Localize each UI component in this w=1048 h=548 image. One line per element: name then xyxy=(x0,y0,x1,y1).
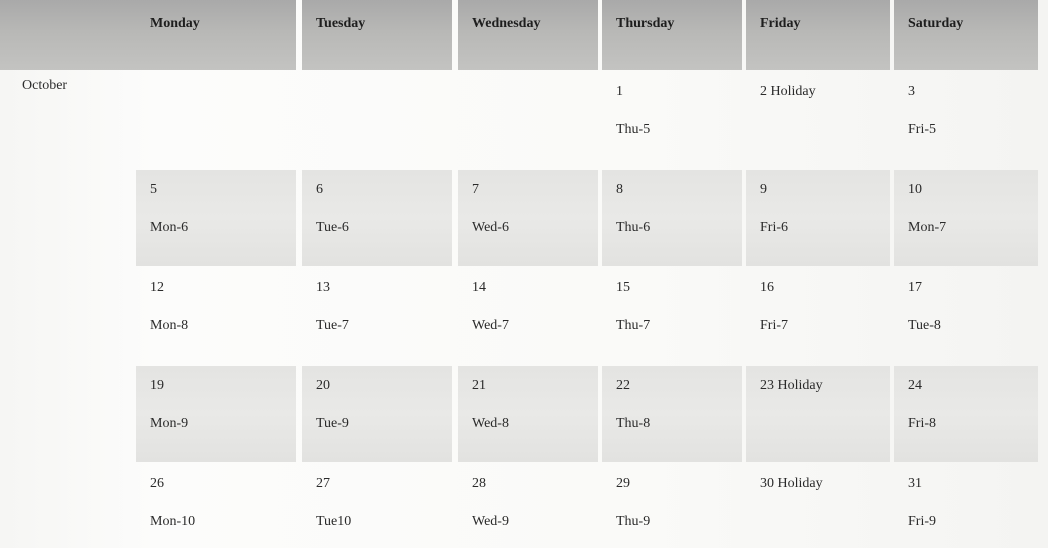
day-number: 23 Holiday xyxy=(760,378,823,393)
day-number: 29 xyxy=(616,476,630,491)
day-code: Mon-10 xyxy=(150,514,196,529)
day-code: Thu-9 xyxy=(616,514,651,529)
day-cell xyxy=(746,366,890,462)
day-number: 26 xyxy=(150,476,164,491)
header-monday: Monday xyxy=(136,0,296,70)
day-cell xyxy=(458,72,598,168)
day-code: Fri-5 xyxy=(908,122,936,137)
day-number: 19 xyxy=(150,378,164,393)
day-cell xyxy=(894,170,1038,266)
day-code: Mon-9 xyxy=(150,416,189,431)
day-code: Thu-6 xyxy=(616,220,651,235)
day-cell xyxy=(602,268,742,364)
day-number: 6 xyxy=(316,182,323,197)
day-number: 21 xyxy=(472,378,486,393)
day-number: 12 xyxy=(150,280,164,295)
day-number: 20 xyxy=(316,378,330,393)
day-code: Fri-8 xyxy=(908,416,936,431)
header-thursday: Thursday xyxy=(602,0,742,70)
week-row-2 xyxy=(0,170,1048,266)
day-number: 7 xyxy=(472,182,479,197)
day-cell xyxy=(458,366,598,462)
day-number: 24 xyxy=(908,378,922,393)
day-cell xyxy=(136,366,296,462)
day-number: 2 Holiday xyxy=(760,84,816,99)
day-cell xyxy=(302,268,452,364)
day-code: Tue-7 xyxy=(316,318,349,333)
week-row-3 xyxy=(0,268,1048,364)
header-corner xyxy=(0,0,136,70)
day-code: Wed-6 xyxy=(472,220,509,235)
day-number: 1 xyxy=(616,84,623,99)
day-number: 27 xyxy=(316,476,330,491)
day-cell xyxy=(602,170,742,266)
day-code: Tue-6 xyxy=(316,220,349,235)
day-cell xyxy=(458,464,598,548)
header-wednesday: Wednesday xyxy=(458,0,598,70)
day-cell xyxy=(746,268,890,364)
day-number: 28 xyxy=(472,476,486,491)
day-number: 13 xyxy=(316,280,330,295)
day-number: 3 xyxy=(908,84,915,99)
day-cell xyxy=(894,464,1038,548)
day-cell xyxy=(894,268,1038,364)
day-cell xyxy=(136,464,296,548)
day-number: 9 xyxy=(760,182,767,197)
day-code: Wed-7 xyxy=(472,318,509,333)
day-number: 5 xyxy=(150,182,157,197)
day-number: 31 xyxy=(908,476,922,491)
day-cell xyxy=(136,170,296,266)
day-cell xyxy=(458,268,598,364)
day-code: Mon-7 xyxy=(908,220,947,235)
day-cell xyxy=(746,72,890,168)
day-cell xyxy=(302,464,452,548)
day-code: Thu-8 xyxy=(616,416,651,431)
day-code: Wed-9 xyxy=(472,514,509,529)
day-code: Fri-6 xyxy=(760,220,788,235)
day-cell xyxy=(894,366,1038,462)
week-row-4 xyxy=(0,366,1048,462)
day-cell xyxy=(302,72,452,168)
header-tuesday: Tuesday xyxy=(302,0,452,70)
day-code: Fri-9 xyxy=(908,514,936,529)
day-number: 8 xyxy=(616,182,623,197)
day-cell xyxy=(136,268,296,364)
day-code: Fri-7 xyxy=(760,318,788,333)
day-code: Mon-6 xyxy=(150,220,189,235)
day-cell xyxy=(894,72,1038,168)
day-code: Mon-8 xyxy=(150,318,189,333)
header-saturday: Saturday xyxy=(894,0,1038,70)
day-code: Wed-8 xyxy=(472,416,509,431)
day-cell xyxy=(302,170,452,266)
day-number: 16 xyxy=(760,280,774,295)
day-code: Thu-7 xyxy=(616,318,651,333)
month-label: October xyxy=(22,78,68,93)
day-cell xyxy=(302,366,452,462)
week-row-5 xyxy=(0,464,1048,548)
day-code: Tue-9 xyxy=(316,416,349,431)
day-number: 22 xyxy=(616,378,630,393)
day-number: 14 xyxy=(472,280,486,295)
day-code: Tue-8 xyxy=(908,318,941,333)
day-cell xyxy=(602,366,742,462)
day-code: Thu-5 xyxy=(616,122,651,137)
day-code: Tue10 xyxy=(316,514,352,529)
day-cell xyxy=(136,72,296,168)
day-cell xyxy=(746,464,890,548)
day-number: 10 xyxy=(908,182,922,197)
day-number: 17 xyxy=(908,280,922,295)
day-cell xyxy=(746,170,890,266)
day-number: 15 xyxy=(616,280,630,295)
day-cell xyxy=(602,464,742,548)
week-row-1 xyxy=(0,72,1048,168)
header-friday: Friday xyxy=(746,0,890,70)
day-cell xyxy=(458,170,598,266)
day-number: 30 Holiday xyxy=(760,476,823,491)
day-cell xyxy=(602,72,742,168)
calendar-header-row xyxy=(0,0,1048,70)
